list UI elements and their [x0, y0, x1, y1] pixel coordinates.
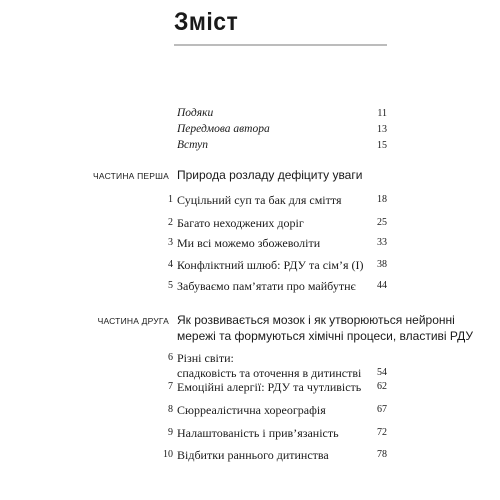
toc-entry-page: 15: [377, 140, 387, 151]
chapter-number: 3: [168, 237, 173, 248]
chapter-number: 4: [168, 259, 173, 270]
toc-entry-acknowledgements[interactable]: [0, 107, 500, 123]
chapter-title: Суцільний суп та бак для сміття: [177, 193, 342, 207]
chapter-number: 2: [168, 217, 173, 228]
chapter-number: 5: [168, 280, 173, 291]
part-two-label: ЧАСТИНА ДРУГА: [97, 316, 169, 326]
chapter-page: 62: [377, 381, 387, 392]
chapter-title: Налаштованість і прив’язаність: [177, 426, 339, 440]
toc-chapter-7[interactable]: [0, 380, 500, 396]
toc-entry-introduction[interactable]: [0, 139, 500, 155]
chapter-title-line-2: спадковість та оточення в дитинстві: [177, 366, 362, 380]
chapter-page: 33: [377, 237, 387, 248]
toc-entry-author-preface[interactable]: [0, 123, 500, 139]
toc-entry-title: Передмова автора: [177, 123, 270, 135]
chapter-number: 7: [168, 381, 173, 392]
toc-chapter-5[interactable]: [0, 279, 500, 295]
toc-chapter-3[interactable]: [0, 236, 500, 252]
chapter-number: 1: [168, 194, 173, 205]
chapter-page: 67: [377, 404, 387, 415]
toc-entry-title: Подяки: [177, 107, 214, 119]
toc-entry-title: Вступ: [177, 139, 209, 151]
toc-chapter-8[interactable]: [0, 403, 500, 419]
chapter-title: Ми всі можемо збожеволіти: [177, 236, 321, 250]
toc-chapter-1[interactable]: [0, 193, 500, 209]
page-title: Зміст: [174, 8, 239, 36]
part-one-title[interactable]: Природа розладу дефіциту уваги: [177, 168, 363, 182]
chapter-page: 54: [377, 367, 387, 378]
chapter-number: 8: [168, 404, 173, 415]
title-underline: [174, 44, 387, 46]
chapter-page: 25: [377, 217, 387, 228]
chapter-title-line-1: Різні світи:: [177, 351, 234, 365]
chapter-page: 38: [377, 259, 387, 270]
chapter-title: Сюрреалістична хореографія: [177, 403, 326, 417]
chapter-number: 9: [168, 427, 173, 438]
chapter-title: Конфліктний шлюб: РДУ та сім’я (І): [177, 258, 364, 272]
chapter-page: 78: [377, 449, 387, 460]
chapter-title: Емоційні алергії: РДУ та чутливість: [177, 380, 362, 394]
part-two-title-line-1[interactable]: Як розвивається мозок і як утворюються нейронні: [177, 313, 455, 327]
chapter-page: 44: [377, 280, 387, 291]
chapter-page: 72: [377, 427, 387, 438]
toc-chapter-10[interactable]: [0, 448, 500, 464]
part-one-label: ЧАСТИНА ПЕРША: [93, 171, 169, 181]
toc-entry-page: 13: [377, 124, 387, 135]
part-two-title-line-2[interactable]: мережі та формуються хімічні процеси, властиві РДУ: [177, 329, 473, 343]
chapter-title: Забуваємо пам’ятати про майбутнє: [177, 279, 356, 293]
chapter-title: Відбитки раннього дитинства: [177, 448, 329, 462]
toc-entry-page: 11: [377, 108, 387, 119]
chapter-number: 6: [168, 352, 173, 363]
toc-chapter-2[interactable]: [0, 216, 500, 232]
chapter-number: 10: [163, 449, 173, 460]
toc-chapter-4[interactable]: [0, 258, 500, 274]
chapter-title: Багато неходжених доріг: [177, 216, 304, 230]
toc-chapter-9[interactable]: [0, 426, 500, 442]
chapter-page: 18: [377, 194, 387, 205]
